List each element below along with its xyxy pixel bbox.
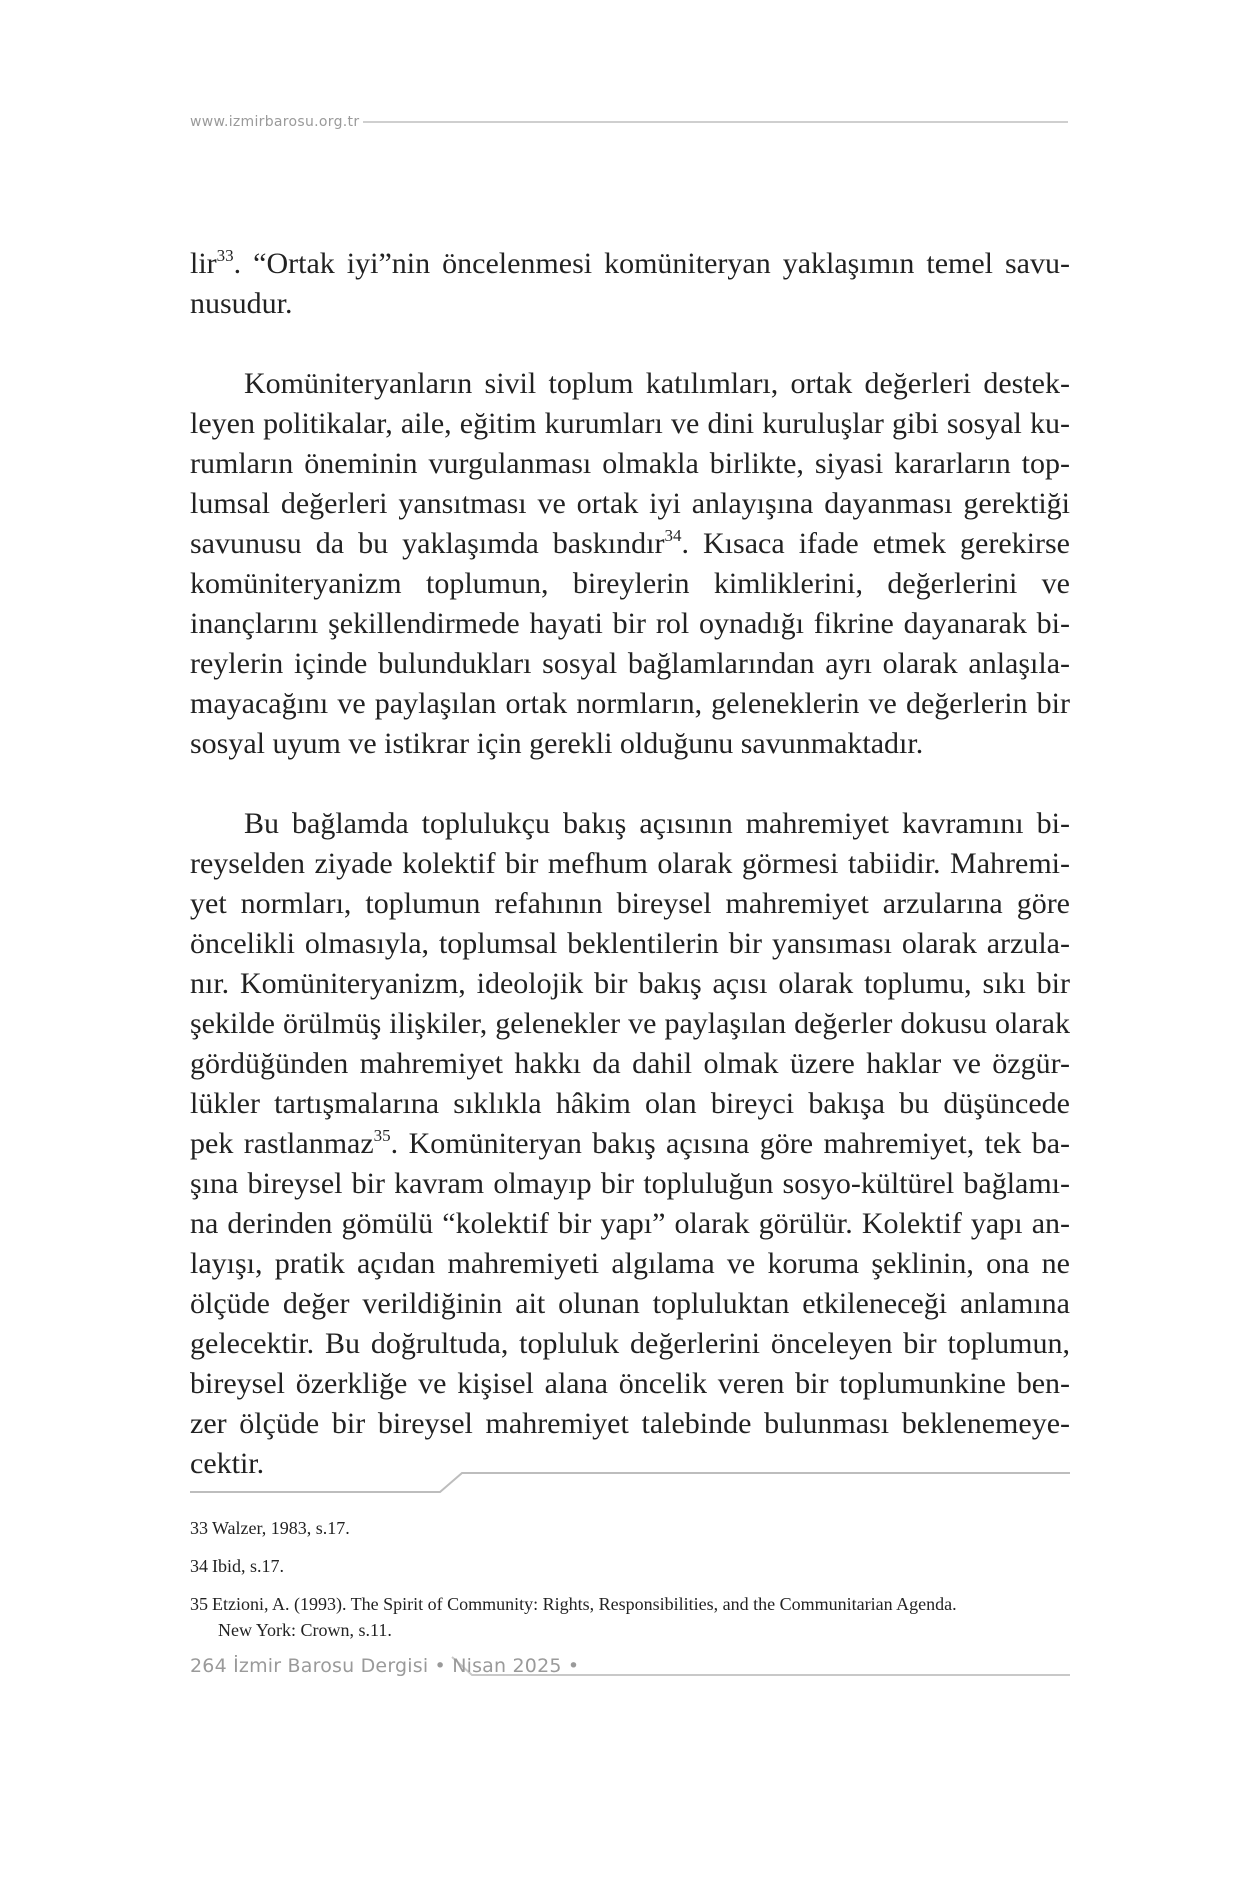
footnote-text: Walzer, 1983, s.17. [212,1518,350,1538]
text-line: yet normları, toplumun refahının bireysel mahremiyet arzularına göre [190,887,1070,920]
text-line: leyen politikalar, aile, eğitim kurumları ve dini kuruluşlar gibi sosyal ku- [190,407,1070,440]
footnote [190,1515,1070,1541]
text-line: Komüniteryanların sivil toplum katılımları, ortak değerleri destek- [244,367,1070,400]
header-rule [363,121,1068,123]
text-line: şına bireysel bir kavram olmayıp bir topluluğun sosyo-kültürel bağlamı- [190,1167,1070,1200]
header-url: www.izmirbarosu.org.tr [190,114,360,130]
footnote [190,1553,1070,1579]
footer-text: 264 İzmir Barosu Dergisi • Nisan 2025 • [190,1655,580,1677]
text-line: öncelikli olmasıyla, toplumsal beklentilerin bir yansıması olarak arzula- [190,927,1070,960]
text-line: rumların öneminin vurgulanması olmakla birlikte, siyasi kararların top- [190,447,1070,480]
footnote-ref: 34 [664,526,682,545]
text-line: gelecektir. Bu doğrultuda, topluluk değerlerini önceleyen bir toplumun, [190,1327,1070,1360]
text-line: zer ölçüde bir bireysel mahremiyet talebinde bulunması beklenemeye- [190,1407,1070,1440]
text-line: cektir. [190,1447,265,1480]
footnote-number: 34 [190,1556,208,1576]
paragraph [190,804,1070,1484]
footnote [190,1591,1070,1643]
footnote-number: 33 [190,1518,208,1538]
footnote-text: Ibid, s.17. [212,1556,284,1576]
footnote-number: 35 [190,1594,208,1614]
text-line: reyselden ziyade kolektif bir mefhum olarak görmesi tabiidir. Mahremi- [190,847,1070,880]
text-line: lir$^{33}$. “Ortak iyi”nin öncelenmesi komüniteryan yaklaşımın temel savu- [190,246,1070,280]
footnote-separator [190,1470,1070,1500]
text-line: lükler tartışmalarına sıklıkla hâkim olan bireyci bakışa bu düşüncede [190,1087,1070,1120]
text-line: na derinden gömülü “kolektif bir yapı” olarak görülür. Kolektif yapı an- [190,1207,1070,1240]
text-line: şekilde örülmüş ilişkiler, gelenekler ve paylaşılan değerler dokusu olarak [190,1007,1070,1040]
footnotes [190,1515,1070,1655]
text-line: sosyal uyum ve istikrar için gerekli olduğunu savunmaktadır. [190,727,924,760]
body-text [190,244,1070,1524]
text-line: komüniteryanizm toplumun, bireylerin kimliklerini, değerlerini ve [190,567,1070,600]
footnote-text: Etzioni, A. (1993). The Spirit of Community: Rights, Responsibilities, and the Communitarian Agenda. [212,1594,957,1614]
paragraph [190,244,1070,324]
text-line: mayacağını ve paylaşılan ortak normların, geleneklerin ve değerlerin bir [190,687,1070,720]
text-line: nusudur. [190,287,293,320]
text-line: pek rastlanmaz$^{35}$. Komüniteryan bakış açısına göre mahremiyet, tek ba- [190,1126,1071,1160]
page-footer [190,1655,1070,1691]
text-line: inançlarını şekillendirmede hayati bir rol oynadığı fikrine dayanarak bi- [190,607,1070,640]
text-line: bireysel özerkliğe ve kişisel alana öncelik veren bir toplumunkine ben- [190,1367,1070,1400]
footnote-ref: 35 [373,1126,391,1145]
footnote-text-continued: New York: Crown, s.11. [218,1620,392,1640]
page-header [190,114,1068,130]
text-line: gördüğünden mahremiyet hakkı da dahil olmak üzere haklar ve özgür- [190,1047,1070,1080]
text-line: savunusu da bu yaklaşımda baskındır$^{34}$. Kısaca ifade etmek gerekirse [190,526,1070,560]
text-line: nır. Komüniteryanizm, ideolojik bir bakış açısı olarak toplumu, sıkı bir [190,967,1070,1000]
text-line: lumsal değerleri yansıtması ve ortak iyi anlayışına dayanması gerektiği [190,487,1070,520]
text-line: Bu bağlamda toplulukçu bakış açısının mahremiyet kavramını bi- [244,807,1070,840]
paragraph [190,364,1070,764]
text-line: layışı, pratik açıdan mahremiyeti algılama ve koruma şeklinin, ona ne [190,1247,1070,1280]
text-line: ölçüde değer verildiğinin ait olunan topluluktan etkileneceği anlamına [190,1287,1070,1320]
footnote-ref: 33 [216,246,234,265]
text-line: reylerin içinde bulundukları sosyal bağlamlarından ayrı olarak anlaşıla- [190,647,1070,680]
